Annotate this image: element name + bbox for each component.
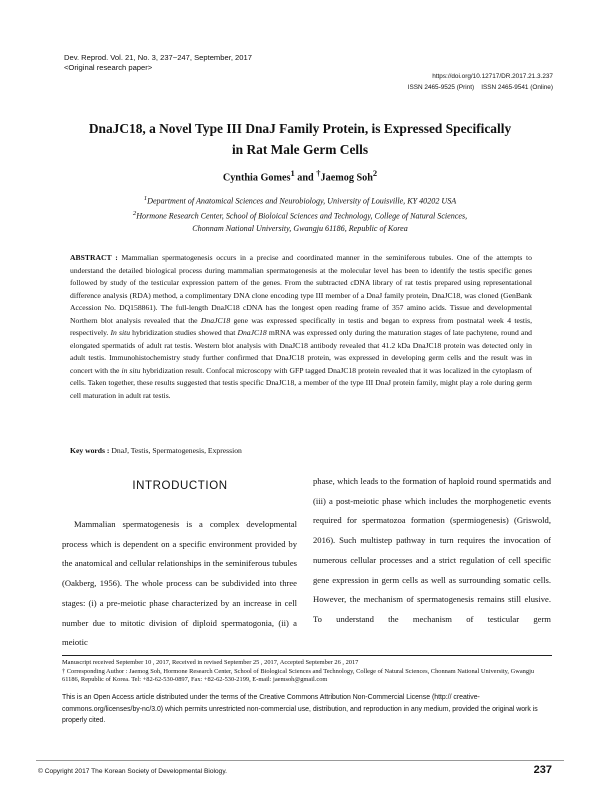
- journal-line: Dev. Reprod. Vol. 21, No. 3, 237~247, September, 2017: [64, 53, 252, 62]
- keywords-label: Key words :: [70, 446, 110, 455]
- author-name: Cynthia Gomes: [222, 172, 291, 184]
- affiliation-2-continued: Chonnam National University, Gwangju 61186, Republic of Korea: [192, 224, 408, 234]
- affiliation-1: $^1$Department of Anatomical Sciences and Neurobiology, University of Louisville, KY 40202 USA: [143, 195, 457, 206]
- doi-link[interactable]: https://doi.org/10.12717/DR.2017.21.3.237: [432, 73, 553, 80]
- page-number: 237: [533, 764, 552, 776]
- keywords: [70, 445, 532, 457]
- footnote-divider: [62, 655, 552, 656]
- abstract-label: ABSTRACT :: [70, 253, 118, 262]
- affiliation-2: $^2$Hormone Research Center, School of Bioloical Sciences and Technology, College of Natural Sciences,: [132, 210, 468, 221]
- abstract: ABSTRACT : Mammalian spermatogenesis occurs in a precise and coordinated manner in the seminiferous tubules. One of the attempts to understand the detailed biological process during mammalian spermatogenesis at the molecular level has been to identify the testis specific genes followed by study of the testicular expression pattern of the genes. From the subtracted cDNA library of rat testis prepared using representational difference analysis (RDA) method, a complimentary DNA clone encoding type III member of a DnaJ family protein, DnaJC18, was cloned (GenBank Accession No. DQ158861). The full-length DnaJC18 cDNA has the longest open reading frame of 357 amino acids. Tissue and developmental Northern blot analysis revealed that the DnaJC18 gene was expressed specifically in testis and began to express from postnatal week 4 testis, respectively. In situ hybridization studies showed that DnaJC18 mRNA was expressed only during the maturation stages of late pachytene, round and elongated spermatids of adult rat testis. Western blot analysis with DnaJC18 antibody revealed that 41.2 kDa DnaJC18 protein was detected only in adult testis. Immunohistochemistry study further confirmed that DnaJC18 protein, was expressed in developing germ cells and the result was in concert with the in situ hybridization result. Confocal microscopy with GFP tagged DnaJC18 protein revealed that it was localized in the cytoplasm of cells. Taken together, these results suggested that testis specific DnaJC18, a member of the type III DnaJ protein family, might play a role during germ cell maturation in adult rat testis.: [70, 253, 532, 400]
- corresponding-marker: †: [316, 168, 321, 178]
- footnotes: [62, 659, 552, 685]
- title-line-2: in Rat Male Germ Cells: [231, 142, 369, 157]
- affiliations: [40, 193, 560, 236]
- affiliation-marker: 2: [372, 168, 378, 178]
- paper-title: [40, 118, 560, 160]
- author-conjunction: and: [294, 172, 317, 184]
- author-name: Jaemog Soh: [320, 172, 373, 184]
- copyright-notice: © Copyright 2017 The Korean Society of Developmental Biology.: [38, 768, 227, 775]
- license-notice: This is an Open Access article distributed under the terms of the Creative Commons Attribution Non-Commercial License (http:// creative-commons.org/licenses/by-nc/3.0) which permits unrestricted non-commercial use, distribution, and reproduction in any medium, provided the original work is properly cited.: [62, 694, 538, 725]
- section-heading-introduction: INTRODUCTION: [132, 480, 228, 492]
- paper-type: <Original research paper>: [64, 63, 153, 72]
- corresponding-author-note: † Corresponding Author : Jaemog Soh, Hormone Research Center, School of Biological Sciences and Technology, College of Natural Sciences, Chonnam National University, Gwangju 61186, Republic of Korea. Tel: +82-62-530-0897, Fax: +82-62-530-2199, E-mail: jaemsoh@gmail.com: [62, 667, 535, 684]
- keywords-text: DnaJ, Testis, Spermatogenesis, Expression: [109, 446, 242, 455]
- intro-right-column: phase, which leads to the formation of haploid round spermatids and (iii) a post-meiotic phase which includes the morphogenetic events required for spermatozoa formation (spermiogenesis) (Griswold, 2016). Such multistep pathway in turn requires the invocation of numerous cellular processes and a strict regulation of cell specific gene expression in germ cells as well as surrounding somatic cells. However, the mechanism of spermatogenesis remains still elusive. To understand the mechanism of testicular germ: [313, 476, 551, 624]
- doi-issn-block: [408, 71, 553, 93]
- intro-left-column: Mammalian spermatogenesis is a complex developmental process which is dependent on a specific environment provided by the anatomical and cellular relationships in the seminiferous tubules (Oakberg, 1956). The whole process can be subdivided into three stages: (i) a pre-meiotic phase characterized by an increase in cell number due to mitotic division of diploid spermatogonia, (ii) a meiotic: [62, 519, 297, 648]
- footer-divider: [36, 760, 564, 761]
- title-line-1: DnaJC18, a Novel Type III DnaJ Family Protein, is Expressed Specifically: [88, 121, 512, 136]
- journal-citation: [64, 53, 252, 73]
- manuscript-dates: Manuscript received September 10 , 2017, Received in revised September 25 , 2017, Accepted September 26 , 2017: [62, 659, 359, 666]
- affiliation-marker: 1: [290, 168, 295, 178]
- issn-line: ISSN 2465-9525 (Print) ISSN 2465-9541 (Online): [407, 84, 553, 91]
- author-list: [0, 168, 600, 183]
